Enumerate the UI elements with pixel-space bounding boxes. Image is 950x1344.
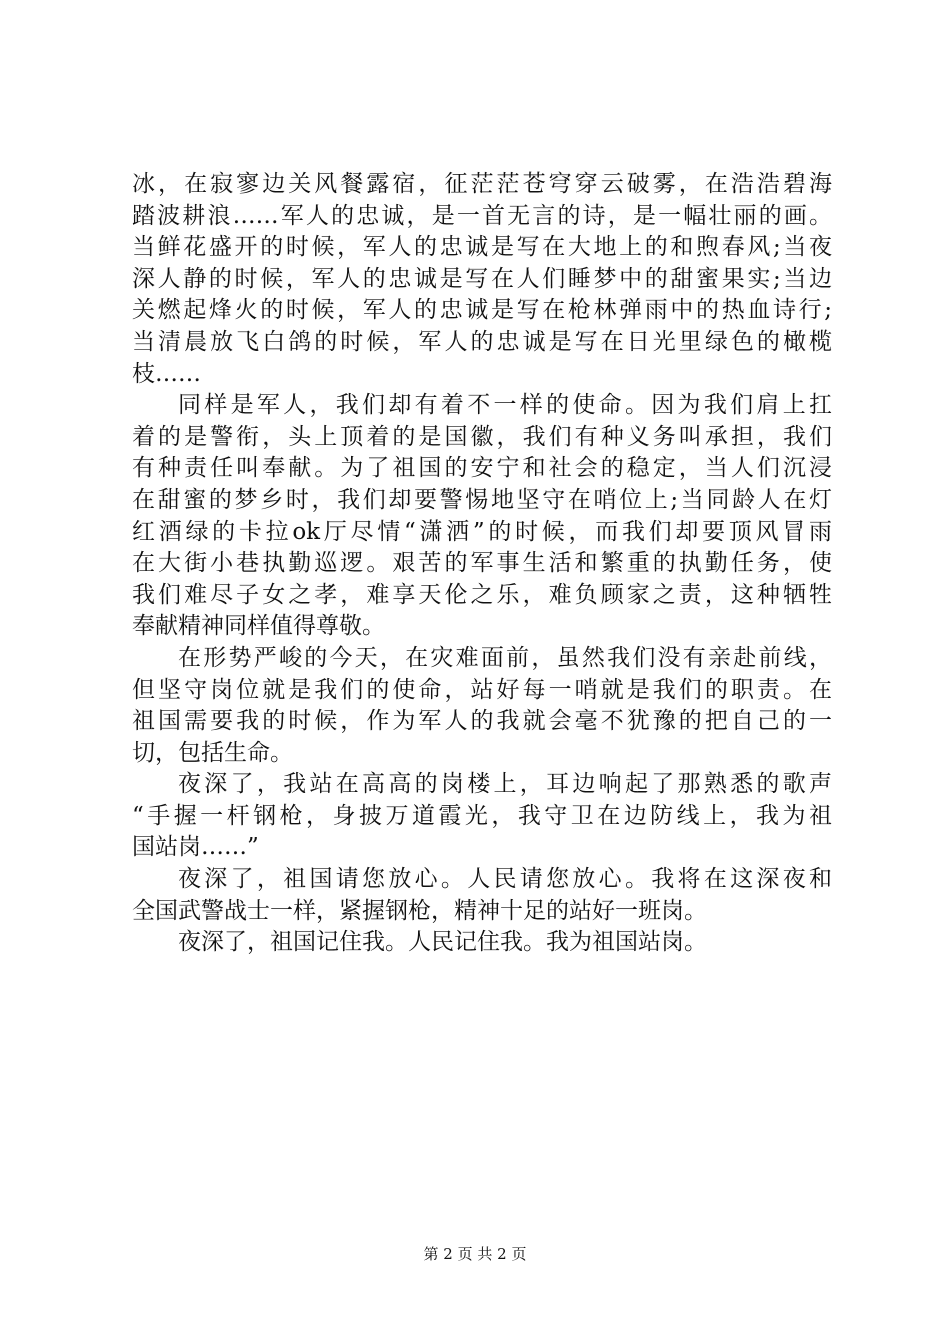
document-body bbox=[132, 169, 832, 959]
text-line: 着的是警衔，头上顶着的是国徽，我们有种义务叫承担，我们 bbox=[132, 423, 832, 450]
paragraph-first-line: 夜深了，祖国请您放心。人民请您放心。我将在这深夜和 bbox=[178, 866, 832, 893]
text-line: 当清晨放飞白鸽的时候，军人的忠诚是写在日光里绿色的橄榄 bbox=[132, 328, 832, 355]
paragraph-first-line: 在形势严峻的今天，在灾难面前，虽然我们没有亲赴前线， bbox=[178, 644, 832, 671]
text-line: 深人静的时候，军人的忠诚是写在人们睡梦中的甜蜜果实;当边 bbox=[132, 265, 832, 292]
text-line: 奉献精神同样值得尊敬。 bbox=[132, 613, 385, 640]
paragraph-first-line: 同样是军人，我们却有着不一样的使命。因为我们肩上扛 bbox=[178, 392, 832, 419]
text-line: 在大街小巷执勤巡逻。艰苦的军事生活和繁重的执勤任务，使 bbox=[132, 550, 832, 577]
text-line: 关燃起烽火的时候，军人的忠诚是写在枪林弹雨中的热血诗行; bbox=[132, 297, 832, 324]
text-line: 踏波耕浪……军人的忠诚，是一首无言的诗，是一幅壮丽的画。 bbox=[132, 202, 832, 229]
text-line: 当鲜花盛开的时候，军人的忠诚是写在大地上的和煦春风;当夜 bbox=[132, 234, 832, 261]
text-line: 但坚守岗位就是我们的使命，站好每一哨就是我们的职责。在 bbox=[132, 676, 832, 703]
text-line: 在甜蜜的梦乡时，我们却要警惕地坚守在哨位上;当同龄人在灯 bbox=[132, 486, 832, 513]
text-line: 红酒绿的卡拉ok厅尽情“潇洒”的时候，而我们却要顶风冒雨 bbox=[132, 518, 832, 545]
paragraph-first-line: 夜深了，我站在高高的岗楼上，耳边响起了那熟悉的歌声 bbox=[178, 771, 832, 798]
page-footer bbox=[0, 1244, 950, 1264]
text-line: 冰，在寂寥边关风餐露宿，征茫茫苍穹穿云破雾，在浩浩碧海 bbox=[132, 171, 832, 197]
paragraph-first-line: 夜深了，祖国记住我。人民记住我。我为祖国站岗。 bbox=[178, 929, 707, 956]
text-line: 枝…… bbox=[132, 360, 201, 387]
text-line: 切，包括生命。 bbox=[132, 739, 293, 766]
text-line: “手握一杆钢枪，身披万道霞光，我守卫在边防线上，我为祖 bbox=[132, 802, 832, 829]
text-line: 祖国需要我的时候，作为军人的我就会毫不犹豫的把自己的一 bbox=[132, 708, 832, 735]
text-line: 国站岗……” bbox=[132, 834, 259, 861]
text-line: 我们难尽子女之孝，难享天伦之乐，难负顾家之责，这种牺牲 bbox=[132, 581, 832, 608]
text-line: 有种责任叫奉献。为了祖国的安宁和社会的稳定，当人们沉浸 bbox=[132, 455, 832, 482]
page-number: 第 2 页 共 2 页 bbox=[423, 1245, 527, 1263]
text-line: 全国武警战士一样，紧握钢枪，精神十足的站好一班岗。 bbox=[132, 897, 707, 924]
